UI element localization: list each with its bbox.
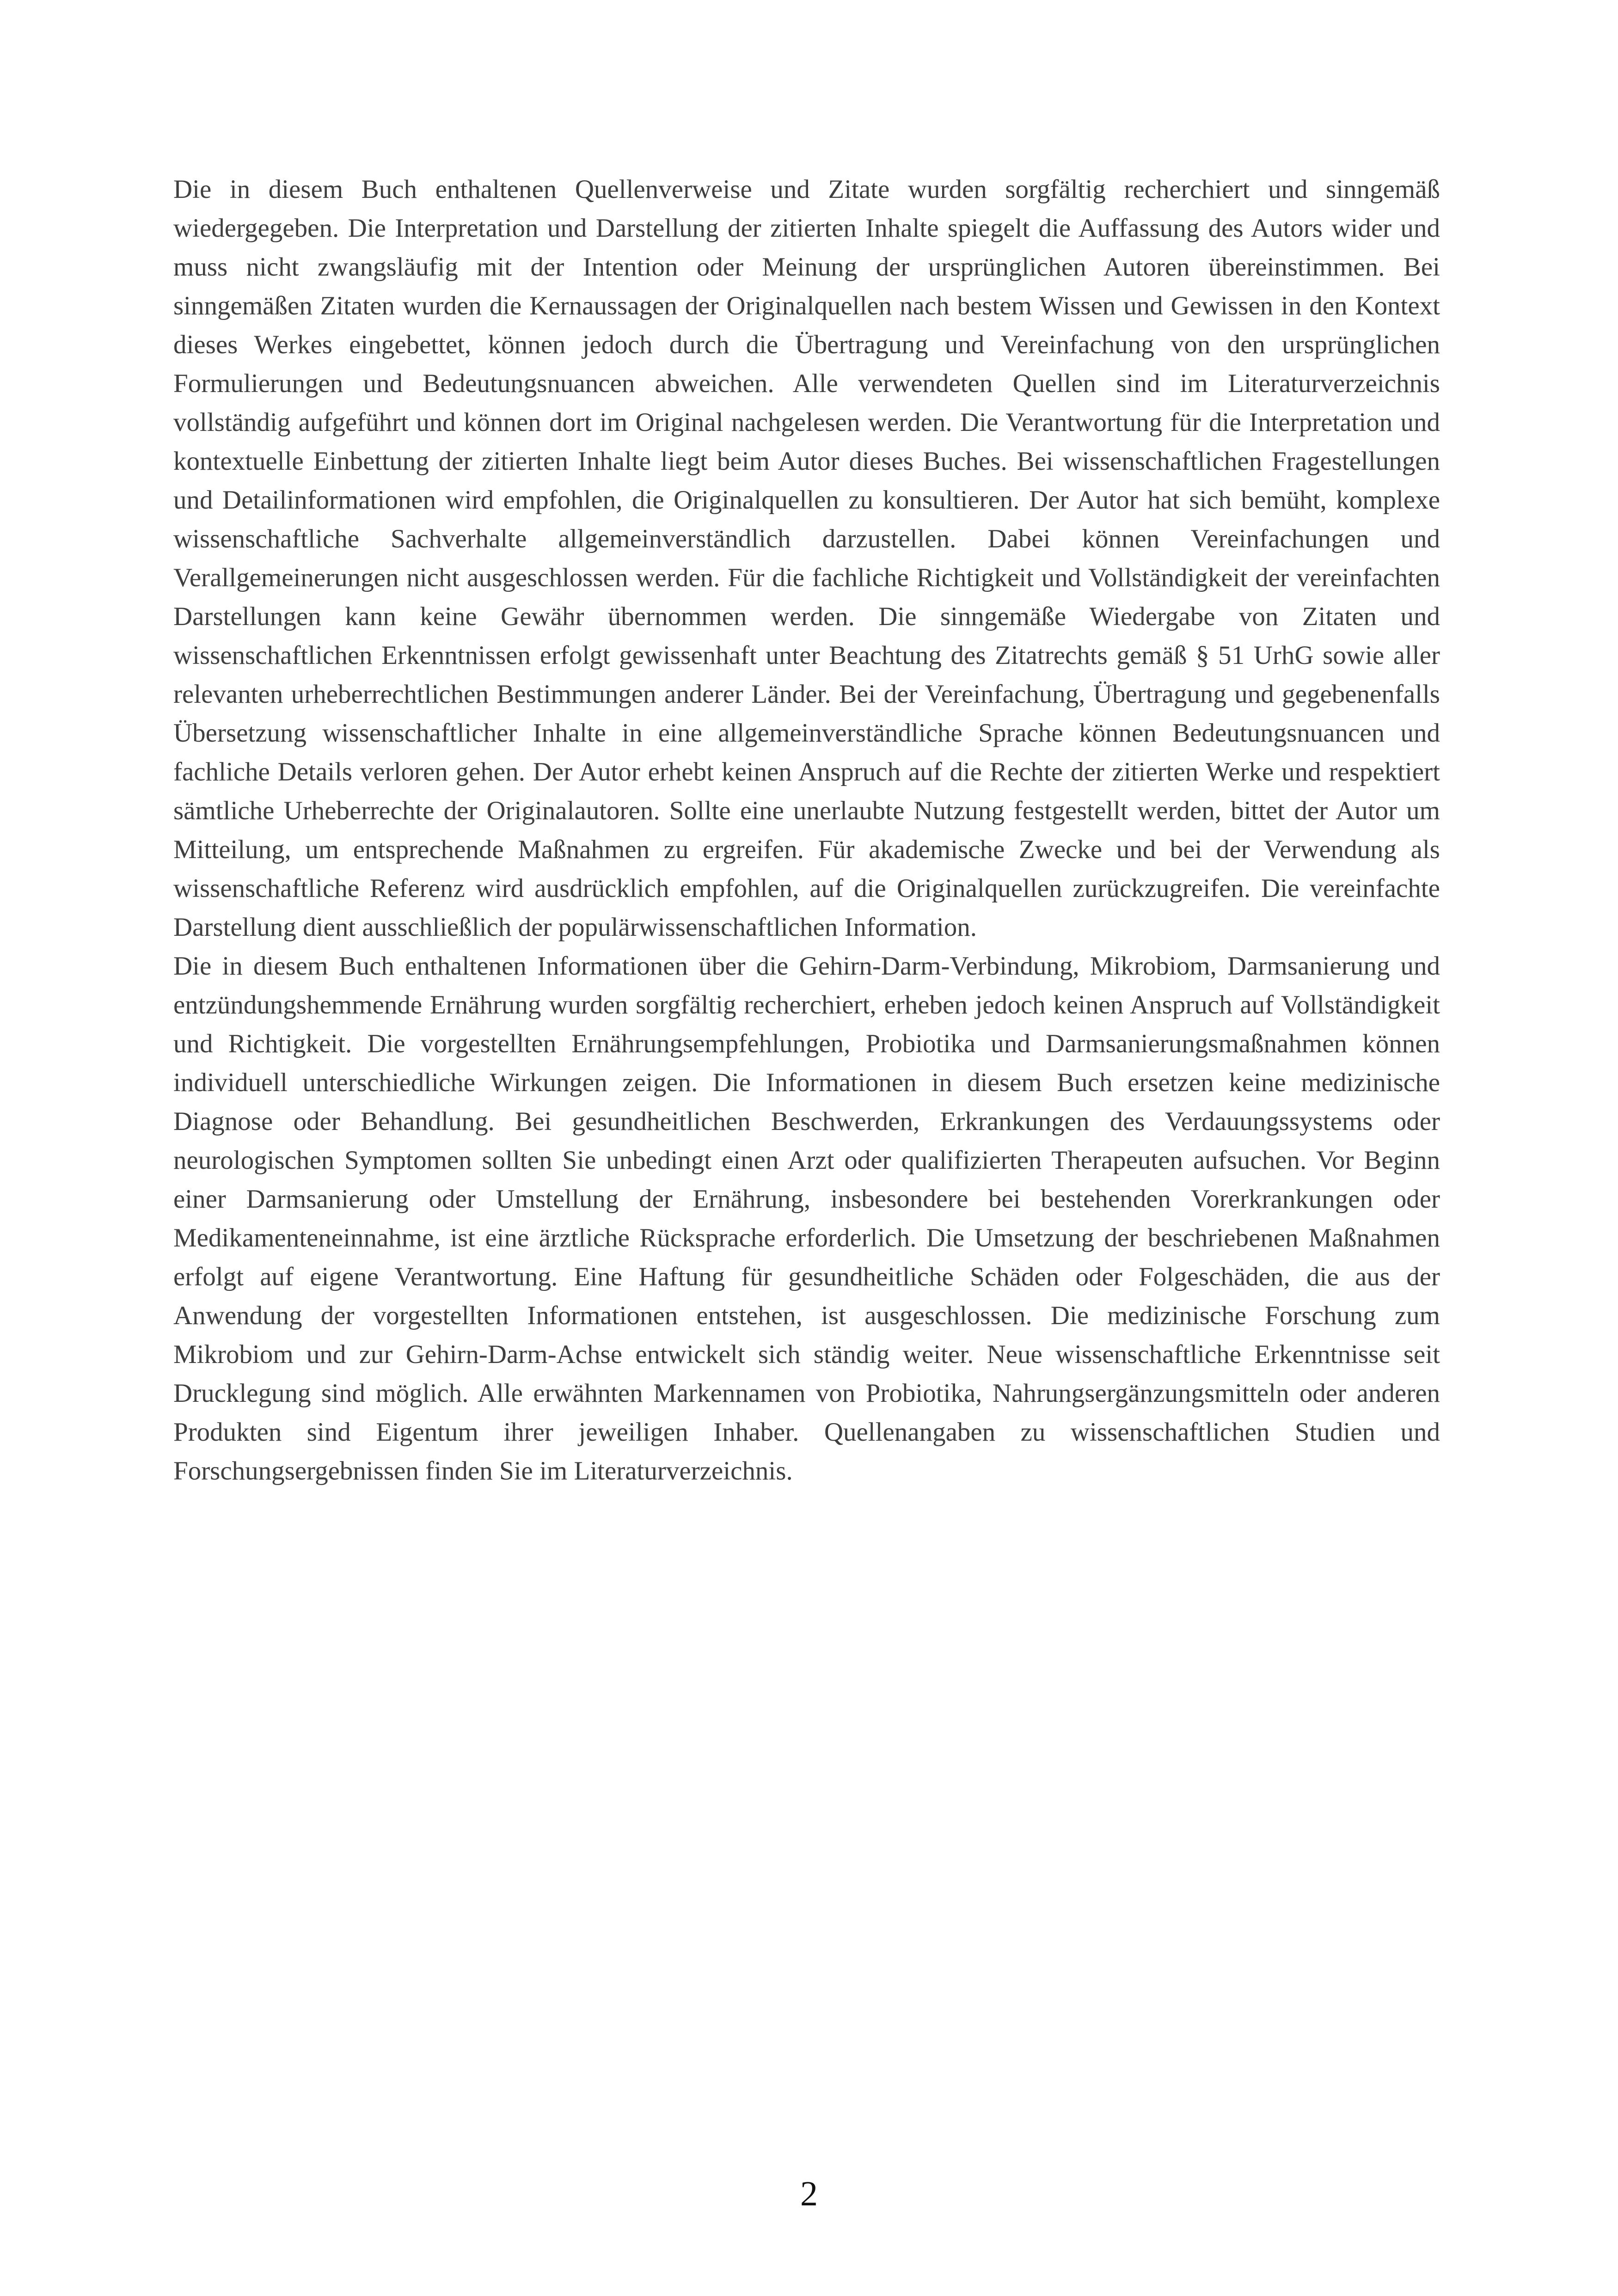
page-number: 2 [800, 2174, 818, 2213]
body-text [173, 170, 1440, 1491]
paragraph-citation-disclaimer: Die in diesem Buch enthaltenen Quellenverweise und Zitate wurden sorgfältig recherchiert und sinngemäß wiedergegeben. Die Interpretation und Darstellung der zitierten Inhalte spiegelt die Auffassung des Autors wider und muss nicht zwangsläufig mit der Intention oder Meinung der ursprünglichen Autoren übereinstimmen. Bei sinngemäßen Zitaten wurden die Kernaussagen der Originalquellen nach bestem Wissen und Gewissen in den Kontext dieses Werkes eingebettet, können jedoch durch die Übertragung und Vereinfachung von den ursprünglichen Formulierungen und Bedeutungsnuancen abweichen. Alle verwendeten Quellen sind im Literaturverzeichnis vollständig aufgeführt und können dort im Original nachgelesen werden. Die Verantwortung für die Interpretation und kontextuelle Einbettung der zitierten Inhalte liegt beim Autor dieses Buches. Bei wissenschaftlichen Fragestellungen und Detailinformationen wird empfohlen, die Originalquellen zu konsultieren. Der Autor hat sich bemüht, komplexe wissenschaftliche Sachverhalte allgemeinverständlich darzustellen. Dabei können Vereinfachungen und Verallgemeinerungen nicht ausgeschlossen werden. Für die fachliche Richtigkeit und Vollständigkeit der vereinfachten Darstellungen kann keine Gewähr übernommen werden. Die sinngemäße Wiedergabe von Zitaten und wissenschaftlichen Erkenntnissen erfolgt gewissenhaft unter Beachtung des Zitatrechts gemäß § 51 UrhG sowie aller relevanten urheberrechtlichen Bestimmungen anderer Länder. Bei der Vereinfachung, Übertragung und gegebenenfalls Übersetzung wissenschaftlicher Inhalte in eine allgemeinverständliche Sprache können Bedeutungsnuancen und fachliche Details verloren gehen. Der Autor erhebt keinen Anspruch auf die Rechte der zitierten Werke und respektiert sämtliche Urheberrechte der Originalautoren. Sollte eine unerlaubte Nutzung festgestellt werden, bittet der Autor um Mitteilung, um entsprechende Maßnahmen zu ergreifen. Für akademische Zwecke und bei der Verwendung als wissenschaftliche Referenz wird ausdrücklich empfohlen, auf die Originalquellen zurückzugreifen. Die vereinfachte Darstellung dient ausschließlich der populärwissenschaftlichen Information. [173, 175, 1440, 942]
paragraph-medical-disclaimer: Die in diesem Buch enthaltenen Informationen über die Gehirn-Darm-Verbindung, Mikrobiom, Darmsanierung und entzündungshemmende Ernährung wurden sorgfältig recherchiert, erheben jedoch keinen Anspruch auf Vollständigkeit und Richtigkeit. Die vorgestellten Ernährungsempfehlungen, Probiotika und Darmsanierungsmaßnahmen können individuell unterschiedliche Wirkungen zeigen. Die Informationen in diesem Buch ersetzen keine medizinische Diagnose oder Behandlung. Bei gesundheitlichen Beschwerden, Erkrankungen des Verdauungssystems oder neurologischen Symptomen sollten Sie unbedingt einen Arzt oder qualifizierten Therapeuten aufsuchen. Vor Beginn einer Darmsanierung oder Umstellung der Ernährung, insbesondere bei bestehenden Vorerkrankungen oder Medikamenteneinnahme, ist eine ärztliche Rücksprache erforderlich. Die Umsetzung der beschriebenen Maßnahmen erfolgt auf eigene Verantwortung. Eine Haftung für gesundheitliche Schäden oder Folgeschäden, die aus der Anwendung der vorgestellten Informationen entstehen, ist ausgeschlossen. Die medizinische Forschung zum Mikrobiom und zur Gehirn-Darm-Achse entwickelt sich ständig weiter. Neue wissenschaftliche Erkenntnisse seit Drucklegung sind möglich. Alle erwähnten Markennamen von Probiotika, Nahrungsergänzungsmitteln oder anderen Produkten sind Eigentum ihrer jeweiligen Inhaber. Quellenangaben zu wissenschaftlichen Studien und Forschungsergebnissen finden Sie im Literaturverzeichnis. [173, 952, 1440, 1486]
